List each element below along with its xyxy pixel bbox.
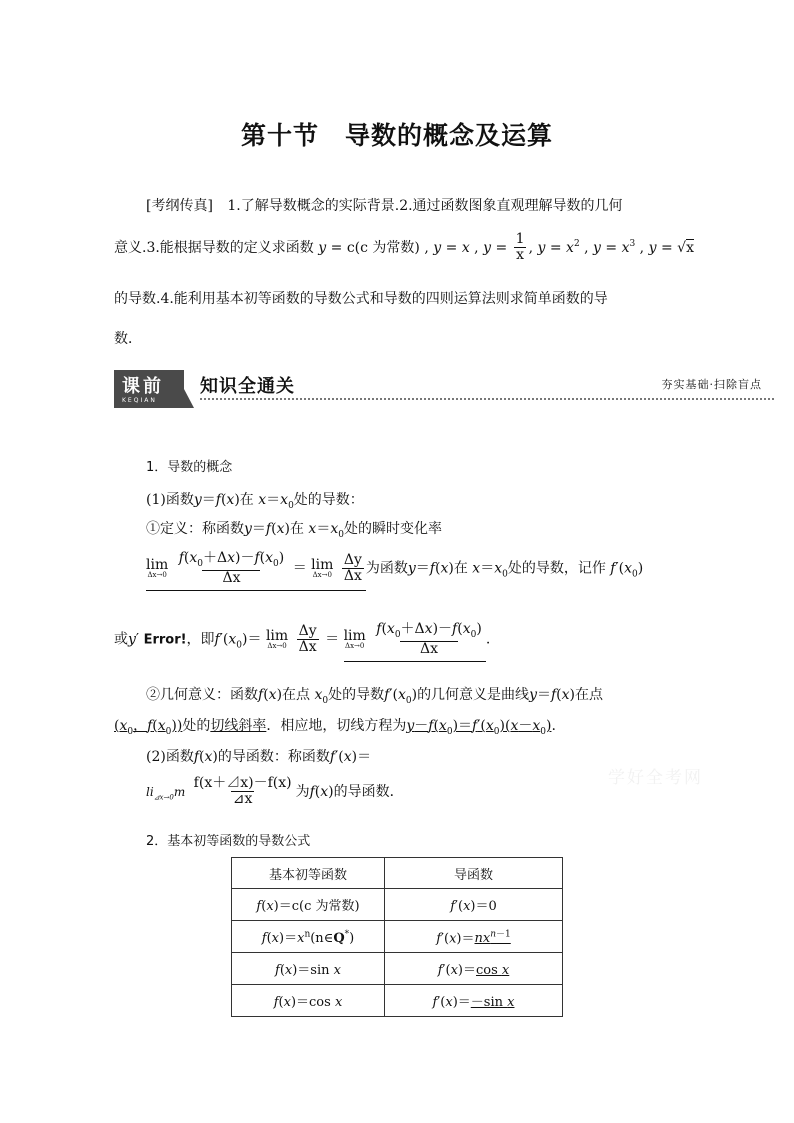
sec1-p4: 或y′ Error!，即$f'(x_0)=$ lim Δx→0 $\frac{\Delta y}{\Delta x}$ ＝ lim Δx→0 $\frac{f(x_0+\Delta x)-f(x_0)}{\Delta x}$ . — [114, 622, 490, 662]
sec1-p5: ②几何意义：函数f(x)在点 $x_0$处的导数$f'(x_0)$的几何意义是曲线y＝f(x)在点 — [146, 687, 604, 706]
sec1-p6: ($x_0$，$f(x_0)$)处的切线斜率．相应地，切线方程为$y-f(x_0)=f'(x_0)(x-x_0)$. — [114, 718, 556, 737]
one-over-x: $\frac{1}{x}$ — [515, 231, 525, 264]
intro-line-3: 的导数.4.能利用基本初等函数的导数公式和导数的四则运算法则求简单函数的导 — [114, 291, 608, 307]
badge: 课前 KEQIAN — [114, 370, 184, 408]
intro-line-2: 意义.3.能根据导数的定义求函数 y = c(c 为常数) , y = x , y = $\frac{1}{x}$ , $y = x^2$ , $y = x^3$ , y = √x — [114, 231, 694, 264]
sec1-p7: (2)函数f(x)的导函数：称函数f′(x)＝ — [146, 749, 372, 765]
table-header-row — [232, 858, 563, 889]
sec2-title: 2．基本初等函数的导数公式 — [146, 834, 311, 849]
section-banner — [114, 370, 774, 408]
table-cell: f(x)＝sin x — [232, 953, 385, 985]
sec1-p1: (1)函数y＝f(x)在 $x=x_0$处的导数： — [146, 492, 364, 511]
banner-heading: 知识全通关 — [200, 376, 295, 397]
table-row — [232, 889, 563, 921]
badge-arrow-icon — [184, 389, 194, 408]
table-cell: f′(x)＝cos x — [385, 953, 563, 985]
table-header-cell: 导函数 — [385, 858, 563, 889]
derivative-table — [231, 857, 563, 1017]
table-row — [232, 985, 563, 1017]
table-cell: f(x)＝c(c 为常数) — [232, 889, 385, 921]
table-cell: $f(x)=x^n(n\in Q^*)$ — [232, 921, 385, 953]
table-cell: f′(x)＝0 — [385, 889, 563, 921]
table-cell: f′(x)＝－sin x — [385, 985, 563, 1017]
error-text: Error! — [143, 632, 187, 648]
table-row — [232, 921, 563, 953]
table-cell: $f'(x)=nx^{n-1}$ — [385, 921, 563, 953]
sec1-p8: $li_{⊿x\to 0}m$ $\frac{f(x+⊿x)-f(x)}{⊿x}$ 为f(x)的导函数． — [146, 775, 404, 808]
page-title: 第十节 导数的概念及运算 — [240, 121, 554, 150]
table-header-cell: 基本初等函数 — [232, 858, 385, 889]
table-cell: f(x)＝cos x — [232, 985, 385, 1017]
sec1-limit-def: lim Δx→0 $\frac{f(x_0+\Delta x)-f(x_0)}{\Delta x}$ ＝ lim Δx→0 $\frac{\Delta y}{\Delta x}$ 为函数y＝f(x)在 $x=x_0$处的导数，记作 $f'(x_0)$ — [146, 551, 643, 591]
sec1-title: 1．导数的概念 — [146, 460, 233, 475]
sec1-p2: ①定义：称函数y＝f(x)在 $x=x_0$处的瞬时变化率 — [146, 521, 442, 540]
intro-tag: [考纲传真] — [146, 198, 213, 214]
banner-slogan: 夯实基础·扫除盲点 — [661, 378, 762, 391]
intro-line-4: 数． — [114, 331, 142, 347]
dotted-rule — [200, 398, 774, 400]
watermark: 学好全考网 — [608, 768, 703, 788]
limit-expression: lim Δx→0 $\frac{f(x_0+\Delta x)-f(x_0)}{\Delta x}$ ＝ lim Δx→0 $\frac{\Delta y}{\Delta x}$ — [146, 551, 366, 591]
table-row — [232, 953, 563, 985]
intro-line-1: [考纲传真] 1.了解导数概念的实际背景.2.通过函数图象直观理解导数的几何 — [146, 198, 623, 214]
sqrt-sign: √ — [677, 239, 687, 256]
